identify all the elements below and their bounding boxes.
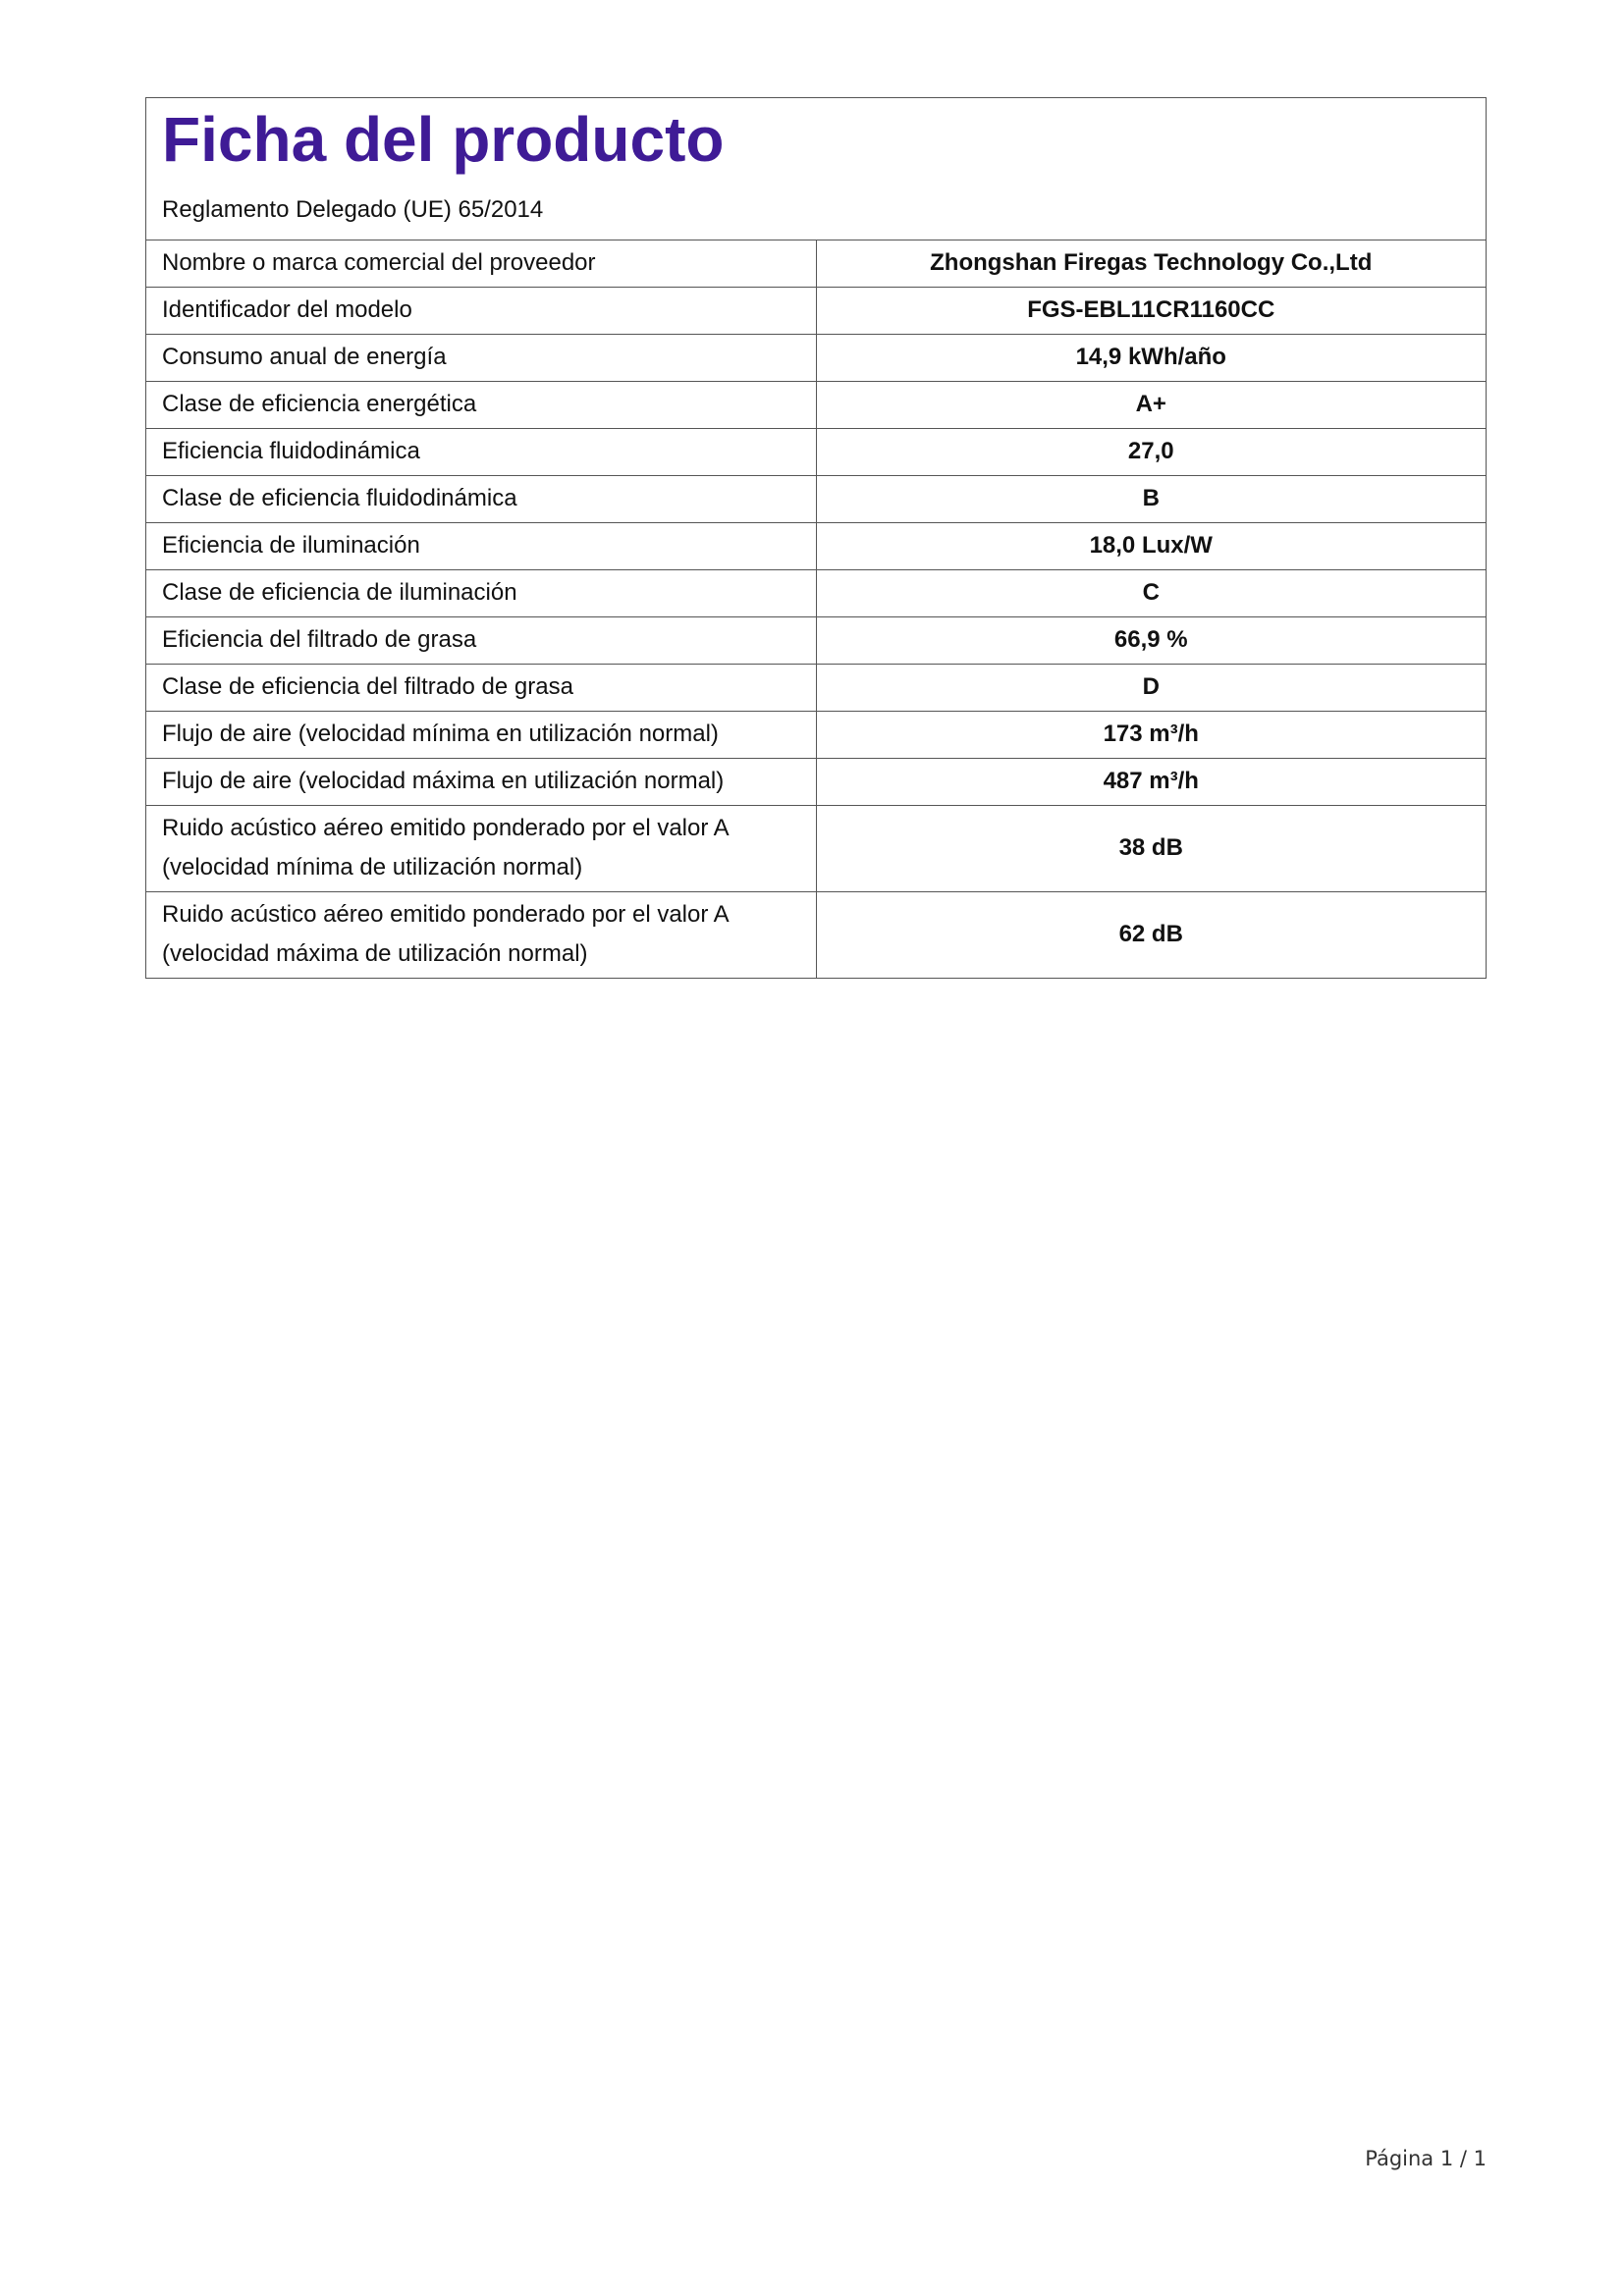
page-title: Ficha del producto bbox=[162, 104, 725, 175]
row-value: 38 dB bbox=[816, 806, 1486, 892]
row-value: 18,0 Lux/W bbox=[816, 523, 1486, 570]
product-sheet bbox=[145, 97, 1487, 979]
row-value: 487 m³/h bbox=[816, 759, 1486, 806]
row-label: Eficiencia de iluminación bbox=[146, 523, 816, 570]
page-number: Página 1 / 1 bbox=[1365, 2147, 1487, 2170]
table-row bbox=[146, 240, 1486, 288]
row-value: 27,0 bbox=[816, 429, 1486, 476]
row-value: D bbox=[816, 665, 1486, 712]
row-label: Nombre o marca comercial del proveedor bbox=[146, 240, 816, 288]
row-value: 62 dB bbox=[1118, 921, 1183, 948]
row-value: FGS-EBL11CR1160CC bbox=[816, 288, 1486, 335]
table-row bbox=[146, 523, 1486, 570]
row-value: 66,9 % bbox=[816, 617, 1486, 665]
row-value: A+ bbox=[816, 382, 1486, 429]
row-label: Clase de eficiencia del filtrado de grasa bbox=[146, 665, 816, 712]
row-label: Eficiencia del filtrado de grasa bbox=[146, 617, 816, 665]
table-row bbox=[146, 335, 1486, 382]
row-label: Flujo de aire (velocidad máxima en utilización normal) bbox=[146, 759, 816, 806]
row-value: 173 m³/h bbox=[816, 712, 1486, 759]
table-row bbox=[146, 665, 1486, 712]
row-label: Clase de eficiencia fluidodinámica bbox=[146, 476, 816, 523]
table-row bbox=[146, 288, 1486, 335]
row-label: Clase de eficiencia energética bbox=[146, 382, 816, 429]
sheet-header bbox=[146, 98, 1486, 240]
regulation-subtitle: Reglamento Delegado (UE) 65/2014 bbox=[162, 195, 544, 223]
table-row bbox=[146, 476, 1486, 523]
table-row bbox=[146, 570, 1486, 617]
table-row bbox=[146, 806, 1486, 892]
row-label: Flujo de aire (velocidad mínima en utilización normal) bbox=[146, 712, 816, 759]
table-row bbox=[146, 759, 1486, 806]
row-value: 14,9 kWh/año bbox=[816, 335, 1486, 382]
row-label: Eficiencia fluidodinámica bbox=[146, 429, 816, 476]
table-row bbox=[146, 892, 1486, 979]
row-value: Zhongshan Firegas Technology Co.,Ltd bbox=[816, 240, 1486, 288]
table-row bbox=[146, 382, 1486, 429]
table-row bbox=[146, 617, 1486, 665]
table-row bbox=[146, 429, 1486, 476]
row-label: Ruido acústico aéreo emitido ponderado por el valor A (velocidad máxima de utilización normal) bbox=[146, 892, 816, 979]
row-label: Clase de eficiencia de iluminación bbox=[146, 570, 816, 617]
row-value: B bbox=[816, 476, 1486, 523]
row-label: Ruido acústico aéreo emitido ponderado por el valor A (velocidad mínima de utilización normal) bbox=[146, 806, 816, 892]
table-row bbox=[146, 712, 1486, 759]
spec-table bbox=[146, 240, 1486, 978]
row-label: Identificador del modelo bbox=[146, 288, 816, 335]
row-label: Consumo anual de energía bbox=[146, 335, 816, 382]
row-value: C bbox=[816, 570, 1486, 617]
